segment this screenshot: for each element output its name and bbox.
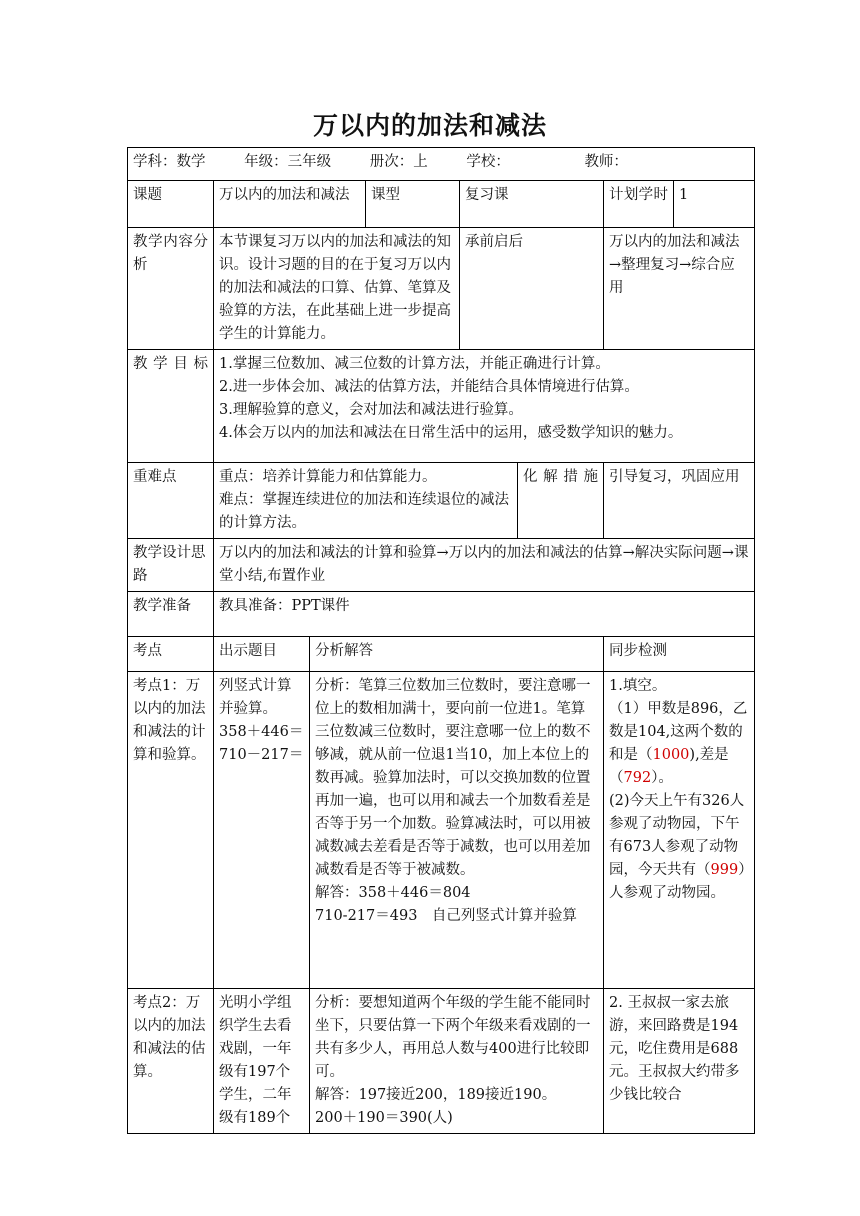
answer-total: 999 [710,862,739,878]
content-text: 本节课复习万以内的加法和减法的知识。设计习题的目的在于复习万以内的加法和减法的口算、估算、笔算及验算的方法，在此基础上进一步提高学生的计算能力。 [214,228,460,350]
analysis-text: 分析：要想知道两个年级的学生能不能同时坐下，只要估算一下两个年级来看戏剧的一共有多少人，再用总人数与400进行比较即可。 [315,995,591,1080]
lesson-plan-table [127,147,755,1134]
page-title: 万以内的加法和减法 [312,111,547,140]
prep-label: 教学准备 [128,592,214,637]
content-label: 教学内容分析 [128,228,214,350]
goal-item: 3.理解验算的意义，会对加法和减法进行验算。 [219,402,523,418]
column-header-check: 同步检测 [604,637,755,672]
resolve-label: 化解措施 [518,463,604,539]
school-field: 学校： [466,154,510,170]
header-row [128,148,755,181]
link-label: 承前启后 [460,228,604,350]
grade-field: 年级：三年级 [244,154,332,170]
goals-list [214,350,755,463]
link-text: 万以内的加法和减法→整理复习→综合应用 [604,228,755,350]
answer-line: 200＋190＝390(人) [315,1110,453,1126]
point1-check [604,672,755,989]
goal-item: 1.掌握三位数加、减三位数的计算方法，并能正确进行计算。 [219,356,610,372]
key-point: 重点：培养计算能力和估算能力。 [219,469,437,485]
hours-label: 计划学时 [604,181,674,228]
answer-line: 710-217＝493 自己列竖式计算并验算 [315,908,577,924]
prep-text: 教具准备：PPT课件 [214,592,755,637]
key-text [214,463,518,539]
check-question-1: （1）甲数是896，乙数是104,这两个数的和是（1000),差是（792）。 [609,701,748,786]
point1-analysis [310,672,604,989]
goal-item: 4.体会万以内的加法和减法在日常生活中的运用，感受数学知识的魅力。 [219,425,683,441]
point2-question: 光明小学组织学生去看戏剧，一年级有197个学生，二年级有189个 [214,989,310,1134]
answer-line: 解答：197接近200，189接近190。 [315,1087,557,1103]
point2-check: 2. 王叔叔一家去旅游，来回路费是194元，吃住费用是688元。王叔叔大约带多少钱比较合 [604,989,755,1134]
answer-sum: 1000 [652,747,690,763]
point1-label: 考点1：万以内的加法和减法的计算和验算。 [128,672,214,989]
resolve-text: 引导复习，巩固应用 [604,463,755,539]
question-text: 列竖式计算并验算。 [219,678,292,717]
column-header-question: 出示题目 [214,637,310,672]
type-value: 复习课 [460,181,604,228]
goal-item: 2.进一步体会加、减法的估算方法，并能结合具体情境进行估算。 [219,379,639,395]
type-label: 课型 [366,181,460,228]
analysis-text: 分析：笔算三位数加三位数时，要注意哪一位上的数相加满十，要向前一位进1。笔算三位数减三位数时，要注意哪一位上的数不够减，就从前一位退1当10，加上本位上的数再减。验算加法时，可以交换加数的位置再加一遍，也可以用和减去一个加数看差是否等于另一个加数。验算减法时，可以用被减数减去差看是否等于减数，也可以用差加减数看是否等于被减数。 [315,678,591,878]
question-expression: 358＋446＝ [219,724,304,740]
column-header-point: 考点 [128,637,214,672]
question-expression: 710－217＝ [219,747,304,763]
design-text: 万以内的加法和减法的计算和验算→万以内的加法和减法的估算→解决实际问题→课堂小结,布置作业 [214,539,755,592]
topic-label: 课题 [128,181,214,228]
design-label: 教学设计思路 [128,539,214,592]
goals-label: 教学目标 [128,350,214,463]
volume-field: 册次：上 [369,154,428,170]
column-header-analysis: 分析解答 [310,637,604,672]
point1-question [214,672,310,989]
check-title: 1.填空。 [609,678,667,694]
teacher-field: 教师： [584,154,628,170]
difficult-point: 难点：掌握连续进位的加法和连续退位的减法的计算方法。 [219,492,509,531]
topic-value: 万以内的加法和减法 [214,181,366,228]
hours-value: 1 [674,181,755,228]
check-question-2: (2)今天上午有326人参观了动物园，下午有673人参观了动物园，今天共有（999）人参观了动物园。 [609,793,746,901]
point2-label: 考点2：万以内的加法和减法的估算。 [128,989,214,1134]
key-label: 重难点 [128,463,214,539]
point2-analysis [310,989,604,1134]
subject-field: 学科：数学 [133,154,206,170]
answer-line: 解答：358＋446＝804 [315,885,471,901]
answer-difference: 792 [623,770,652,786]
